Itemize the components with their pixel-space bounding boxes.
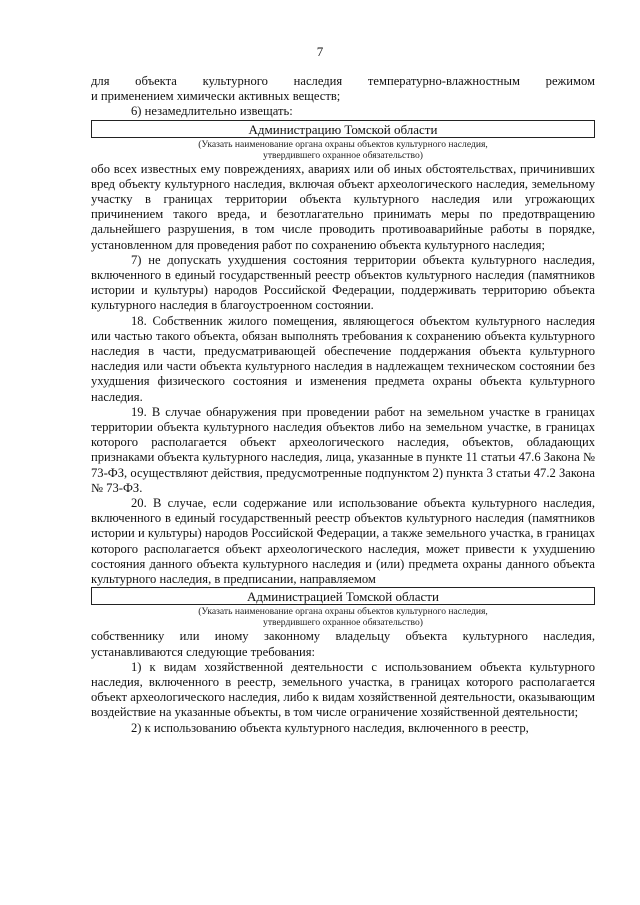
clause-7: 7) не допускать ухудшения состояния территории объекта культурного наследия, включенного в единый государственный реестр объектов культурного наследия (памятников истории и культуры) народов Российской Федерации, поддерживать территорию объекта культурного наследия в благоустроенном состоянии.: [91, 252, 595, 313]
page-number: 7: [316, 44, 324, 59]
authority-box-2: Администрацией Томской области: [91, 587, 595, 605]
section-20: 20. В случае, если содержание или использование объекта культурного наследия, включенного в единый государственный реестр объектов культурного наследия (памятников истории и культуры) народов Российской Федерации, а также земельного участка, в границах которого располагается объект археологического наследия, может привести к ухудшению состояния данного объекта культурного наследия и (или) предмета охраны данного объекта культурного наследия, в предписании, направляемом: [91, 496, 595, 587]
paragraph-continuation: для объекта культурного наследия температурно-влажностным режимом: [91, 74, 595, 88]
authority-note-2-line1: (Указать наименование органа охраны объектов культурного наследия,: [198, 606, 488, 618]
authority-note-2: [91, 606, 595, 628]
authority-note-1-line1: (Указать наименование органа охраны объектов культурного наследия,: [198, 138, 488, 150]
paragraph-continuation-end: и применением химически активных веществ;: [91, 89, 341, 104]
authority-box-1: Администрацию Томской области: [91, 120, 595, 138]
paragraph-requirements: собственнику или иному законному владельцу объекта культурного наследия, устанавливаются следующие требования:: [91, 629, 595, 659]
section-19: 19. В случае обнаружения при проведении работ на земельном участке в границах территории объекта культурного наследия объектов либо на земельном участке, в границах которого располагается объект археологического наследия, объектов, обладающих признаками объекта культурного наследия, лица, указанные в пункте 11 статьи 47.6 Закона № 73-ФЗ, осуществляют действия, предусмотренные подпунктом 2) пункта 3 статьи 47.2 Закона № 73-ФЗ.: [91, 404, 595, 495]
requirement-1: 1) к видам хозяйственной деятельности с использованием объекта культурного наследия, включенного в реестр, земельного участка, в границах которого располагается объект археологического наследия, либо к видам хозяйственной деятельности, оказывающим воздействие на указанные объекты, в том числе ограничение хозяйственной деятельности;: [91, 659, 595, 720]
clause-6: 6) незамедлительно извещать:: [131, 104, 293, 119]
document-body: [91, 74, 595, 736]
paragraph-notify: обо всех известных ему повреждениях, авариях или об иных обстоятельствах, причинивших вред объекту культурного наследия, включая объект археологического наследия, земельному участку в границах территории объекта культурного наследия или угрожающих причинением такого вреда, и безотлагательно принимать меры по предотвращению дальнейшего разрушения, в том числе проводить противоаварийные работы в порядке, установленном для проведения работ по сохранению объекта культурного наследия;: [91, 161, 595, 252]
authority-note-1: [91, 139, 595, 161]
authority-note-2-line2: утвердившего охранное обязательство): [263, 617, 423, 629]
authority-note-1-line2: утвердившего охранное обязательство): [263, 149, 423, 161]
requirement-2: 2) к использованию объекта культурного наследия, включенного в реестр,: [131, 720, 529, 735]
section-18: 18. Собственник жилого помещения, являющегося объектом культурного наследия или частью такого объекта, обязан выполнять требования к сохранению объекта культурного наследия в части, предусматривающей обеспечение поддержания объекта культурного наследия или части объекта культурного наследия в надлежащем техническом состоянии без ухудшения физического состояния и изменения предмета охраны объекта культурного наследия.: [91, 313, 595, 404]
